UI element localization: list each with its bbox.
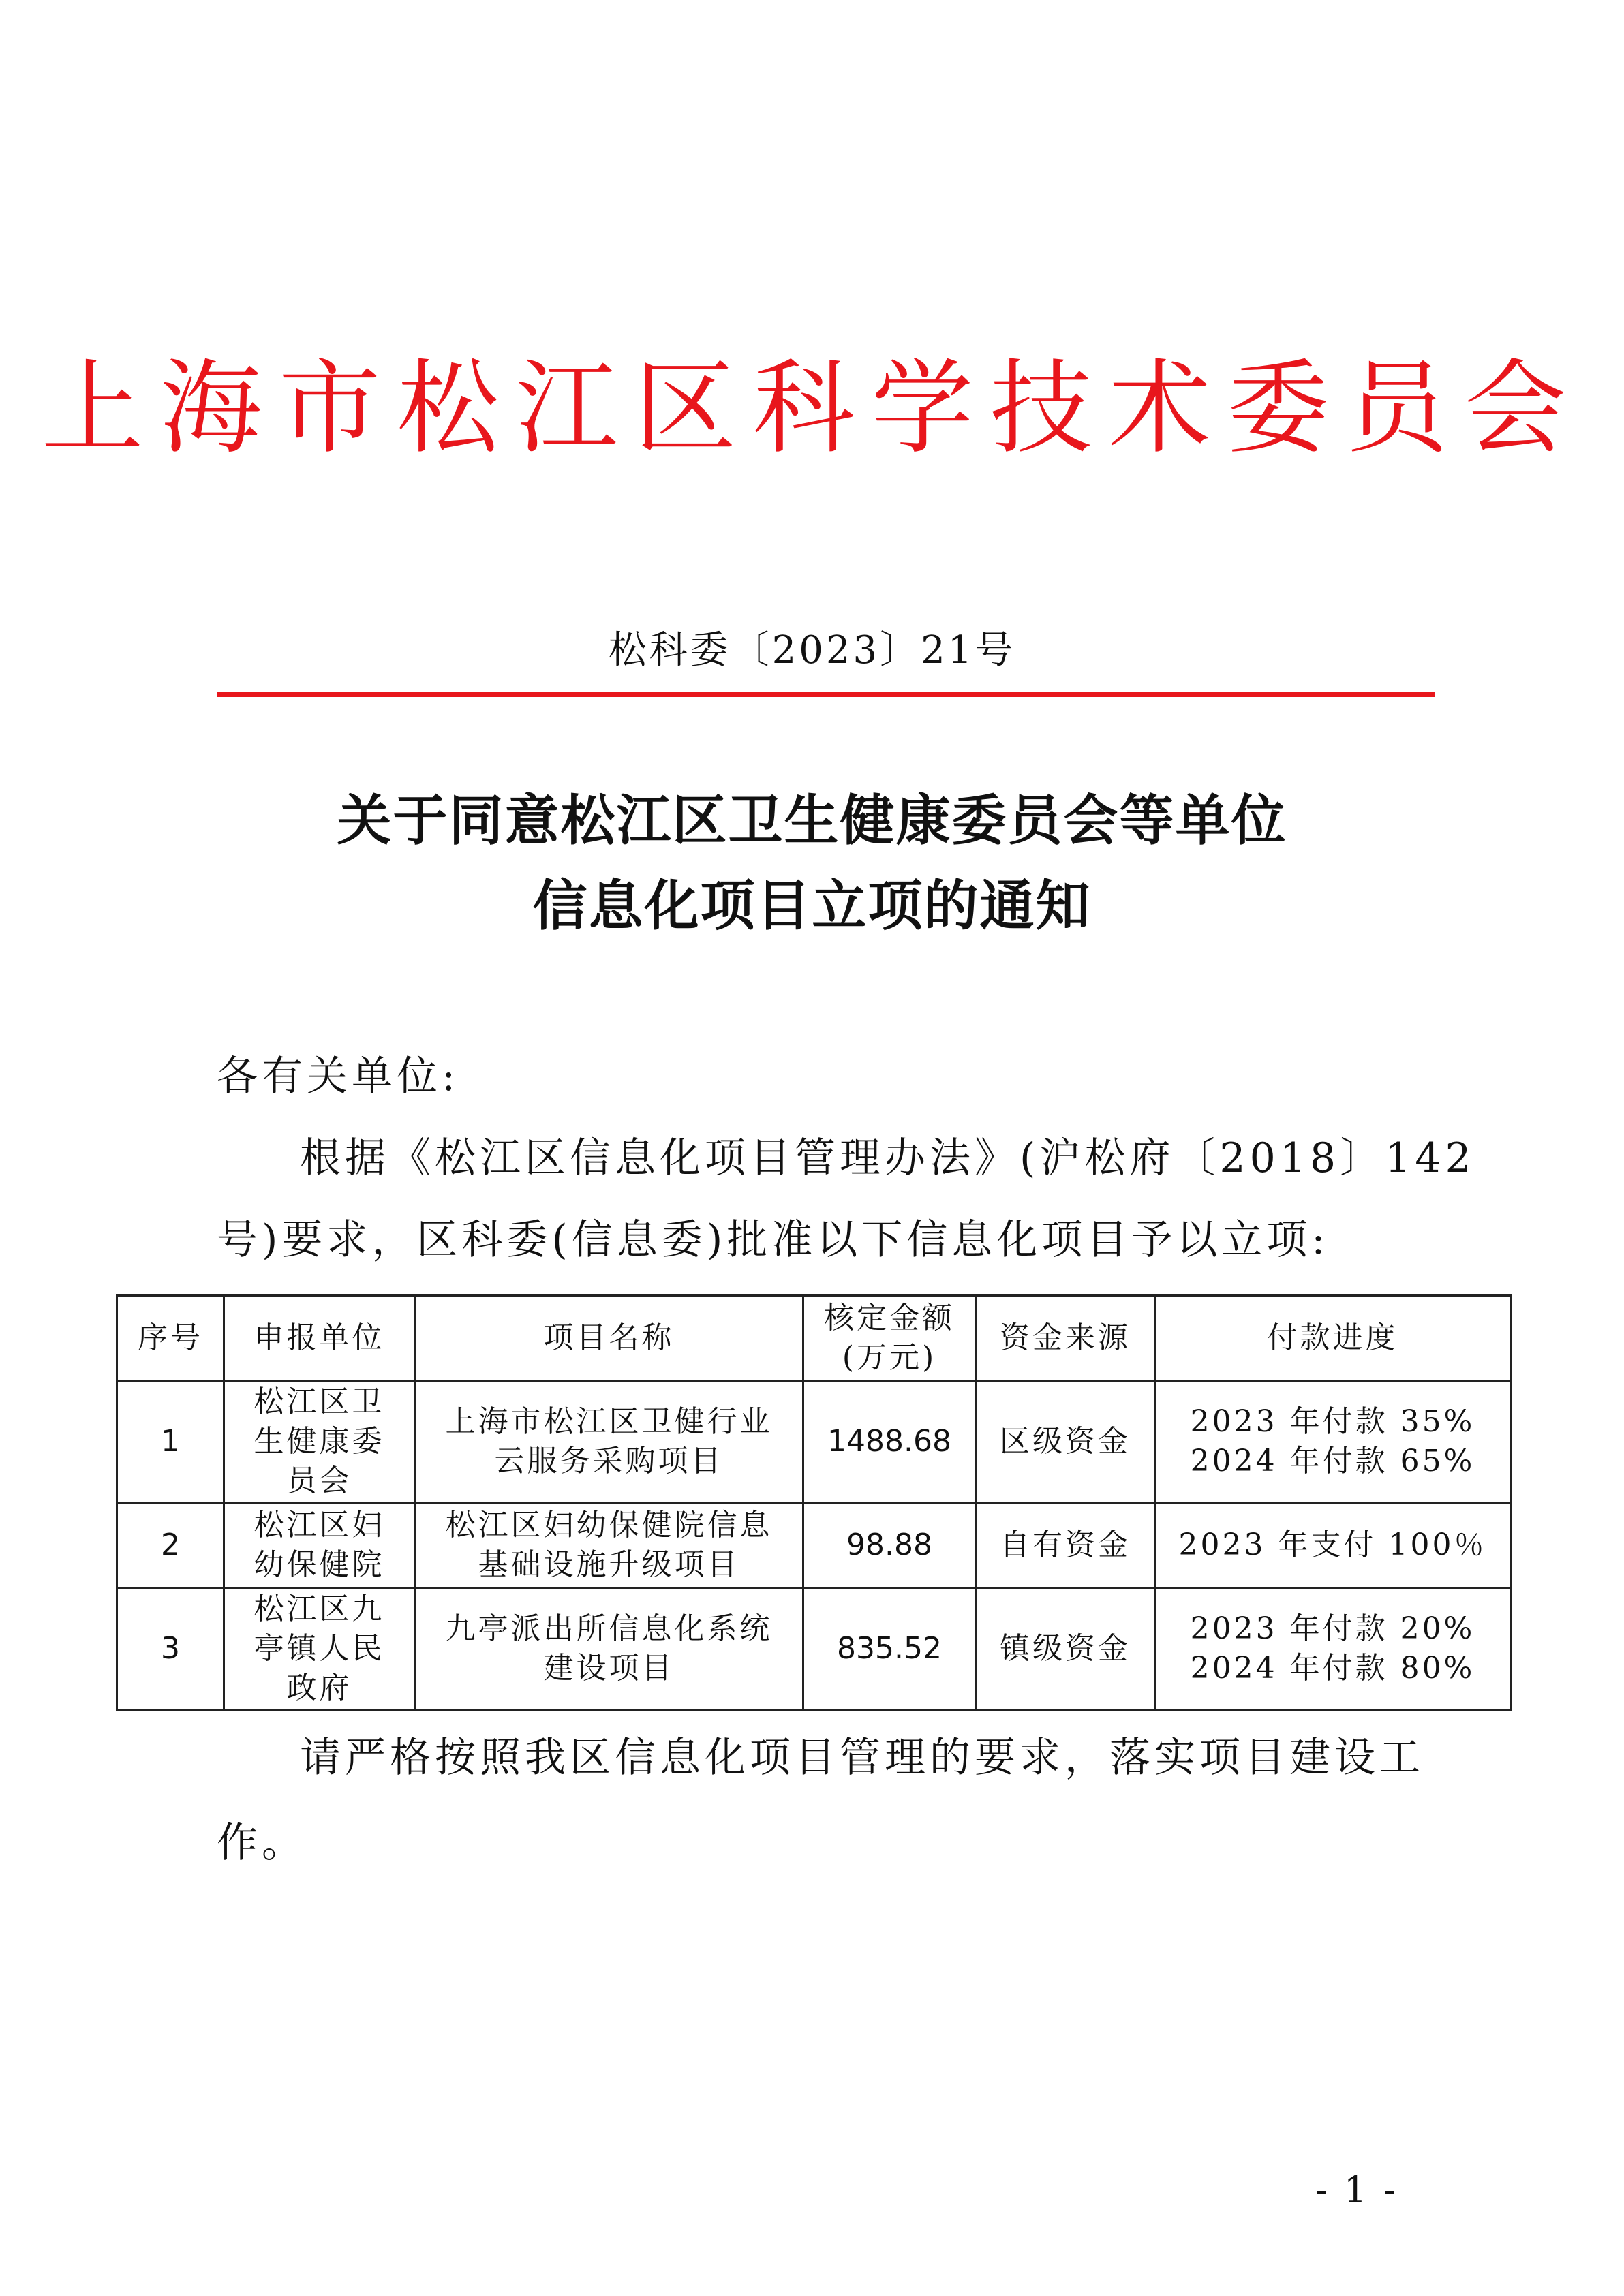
unit-line: 幼保健院 [254, 1547, 385, 1582]
document-title-line-1: 关于同意松江区卫生健康委员会等单位 [337, 789, 1287, 852]
header-project: 项目名称 [415, 1296, 803, 1381]
row-project [415, 1381, 803, 1503]
row-project [415, 1588, 803, 1710]
row-index: 3 [117, 1588, 224, 1710]
payment-line: 2024 年付款 80% [1190, 1651, 1475, 1686]
header-payment: 付款进度 [1155, 1296, 1511, 1381]
closing-paragraph-line-1: 请严格按照我区信息化项目管理的要求，落实项目建设工 [300, 1734, 1424, 1782]
unit-line: 员会 [286, 1463, 352, 1498]
row-index: 2 [117, 1503, 224, 1588]
table-row [117, 1503, 1511, 1588]
project-line: 九亭派出所信息化系统 [445, 1611, 773, 1646]
unit-line: 松江区九 [254, 1592, 385, 1626]
row-amount: 98.88 [803, 1503, 976, 1588]
header-amount-line-1: 核定金额 [824, 1301, 955, 1335]
unit-line: 松江区妇 [254, 1508, 385, 1542]
unit-line: 生健康委 [254, 1424, 385, 1459]
unit-line: 亭镇人民 [254, 1631, 385, 1666]
row-source: 区级资金 [976, 1381, 1155, 1503]
row-payment [1155, 1588, 1511, 1710]
row-unit [224, 1503, 415, 1588]
payment-line: 2024 年付款 65% [1190, 1444, 1475, 1478]
page-number: - 1 - [1315, 2170, 1398, 2211]
table-row [117, 1588, 1511, 1710]
closing-paragraph-line-2: 作。 [217, 1819, 307, 1867]
row-amount: 1488.68 [803, 1381, 976, 1503]
project-line: 松江区妇幼保健院信息 [445, 1508, 773, 1542]
row-unit [224, 1381, 415, 1503]
intro-paragraph-line-2: 号)要求，区科委(信息委)批准以下信息化项目予以立项: [217, 1216, 1330, 1264]
header-index: 序号 [117, 1296, 224, 1381]
red-divider-line [217, 692, 1435, 697]
intro-paragraph-line-1: 根据《松江区信息化项目管理办法》(沪松府〔2018〕142 [300, 1134, 1475, 1182]
row-source: 自有资金 [976, 1503, 1155, 1588]
table-header-row [117, 1296, 1511, 1381]
project-line: 上海市松江区卫健行业 [445, 1404, 773, 1439]
header-amount [803, 1296, 976, 1381]
project-line: 基础设施升级项目 [478, 1547, 740, 1582]
row-payment [1155, 1503, 1511, 1588]
header-source: 资金来源 [976, 1296, 1155, 1381]
row-project [415, 1503, 803, 1588]
header-amount-line-2: (万元) [842, 1340, 937, 1375]
project-line: 建设项目 [543, 1651, 675, 1686]
project-line: 云服务采购项目 [494, 1444, 724, 1478]
row-payment [1155, 1381, 1511, 1503]
row-index: 1 [117, 1381, 224, 1503]
document-title-line-2: 信息化项目立项的通知 [532, 874, 1092, 937]
salutation: 各有关单位: [217, 1053, 460, 1100]
header-unit: 申报单位 [224, 1296, 415, 1381]
payment-line: 2023 年支付 100％ [1178, 1527, 1487, 1562]
table-row [117, 1381, 1511, 1503]
unit-line: 政府 [286, 1671, 352, 1705]
issuing-agency-header: 上海市松江区科学技术委员会 [41, 350, 1583, 468]
unit-line: 松江区卫 [254, 1384, 385, 1419]
payment-line: 2023 年付款 35% [1190, 1404, 1475, 1439]
document-number: 松科委〔2023〕21号 [608, 628, 1016, 672]
project-table [116, 1294, 1512, 1711]
row-amount: 835.52 [803, 1588, 976, 1710]
row-unit [224, 1588, 415, 1710]
payment-line: 2023 年付款 20% [1190, 1611, 1475, 1646]
row-source: 镇级资金 [976, 1588, 1155, 1710]
